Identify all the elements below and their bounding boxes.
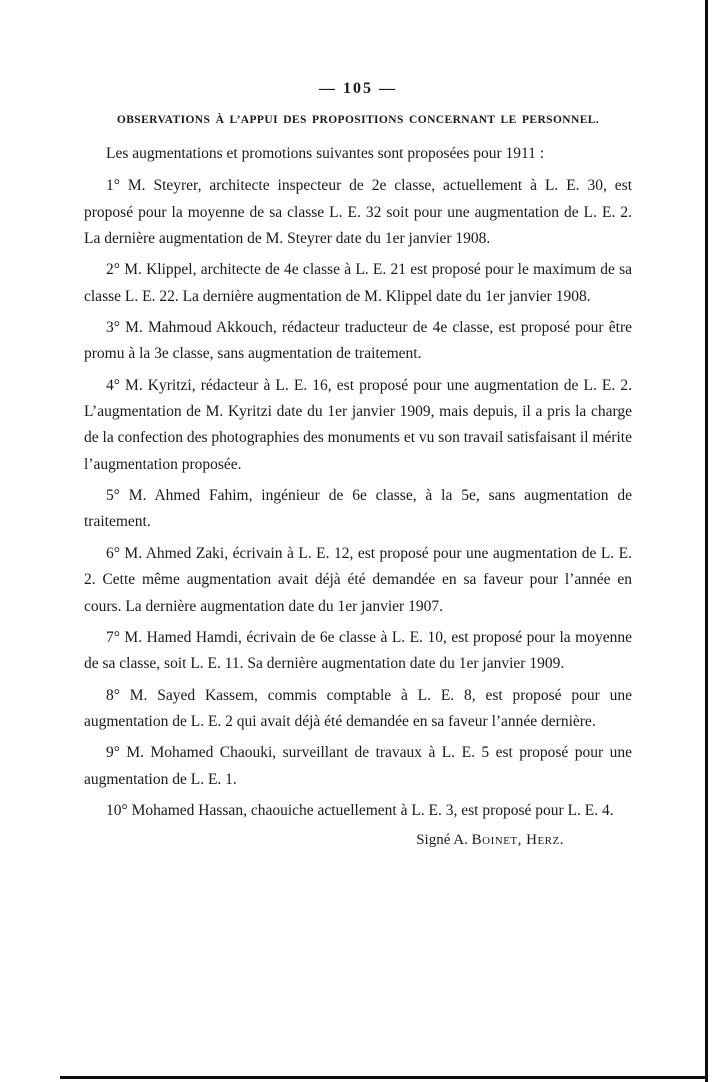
document-body: [84, 141, 632, 824]
paragraph-item-9: 9° M. Mohamed Chaouki, surveillant de travaux à L. E. 5 est proposé pour une augmentation de L. E. 1.: [84, 744, 632, 788]
document-heading: OBSERVATIONS À L’APPUI DES PROPOSITIONS CONCERNANT LE PERSONNEL.: [116, 114, 600, 126]
paragraph-item-4: 4° M. Kyritzi, rédacteur à L. E. 16, est proposé pour une augmentation de L. E. 2. L’augmentation de M. Kyritzi date du 1er janvier 1909, mais depuis, il a pris la charge de la confection des photographies des monuments et vu son travail satisfaisant il mérite l’augmentation proposée.: [84, 376, 632, 473]
scan-edge-right: [705, 0, 708, 1082]
paragraph-item-2: 2° M. Klippel, architecte de 4e classe à L. E. 21 est proposé pour le maximum de sa classe L. E. 22. La dernière augmentation de M. Klippel date du 1er janvier 1908.: [84, 261, 632, 305]
paragraph-item-5: 5° M. Ahmed Fahim, ingénieur de 6e classe, à la 5e, sans augmentation de traitement.: [84, 487, 632, 531]
signature-prefix: Signé A.: [416, 832, 472, 849]
page-number: — 105 —: [319, 80, 397, 97]
paragraph-item-1: 1° M. Steyrer, architecte inspecteur de 2e classe, actuellement à L. E. 30, est proposé pour la moyenne de sa classe L. E. 32 soit pour une augmentation de L. E. 2. La dernière augmentation de M. Steyrer date du 1er janvier 1908.: [84, 177, 632, 248]
signature-names: Boinet, Herz.: [471, 832, 564, 849]
paragraph-item-7: 7° M. Hamed Hamdi, écrivain de 6e classe à L. E. 10, est proposé pour la moyenne de sa classe, soit L. E. 11. Sa dernière augmentation date du 1er janvier 1909.: [84, 628, 632, 673]
paragraph-item-8: 8° M. Sayed Kassem, commis comptable à L. E. 8, est proposé pour une augmentation de L. E. 2 qui avait déjà été demandée en sa faveur l’année dernière.: [84, 686, 632, 730]
paragraph-item-6: 6° M. Ahmed Zaki, écrivain à L. E. 12, est proposé pour une augmentation de L. E. 2. Cette même augmentation avait déjà été demandée en sa faveur pour l’année en cours. La dernière augmentation date du 1er janvier 1907.: [84, 544, 632, 615]
paragraph-item-3: 3° M. Mahmoud Akkouch, rédacteur traducteur de 4e classe, est proposé pour être promu à la 3e classe, sans augmentation de traitement.: [84, 319, 632, 363]
signature-line: [84, 832, 632, 849]
intro-paragraph: Les augmentations et promotions suivantes sont proposées pour 1911 :: [106, 145, 545, 162]
paragraph-item-10: 10° Mohamed Hassan, chaouiche actuellement à L. E. 3, est proposé pour L. E. 4.: [106, 801, 614, 819]
scan-edge-bottom: [60, 1076, 705, 1079]
